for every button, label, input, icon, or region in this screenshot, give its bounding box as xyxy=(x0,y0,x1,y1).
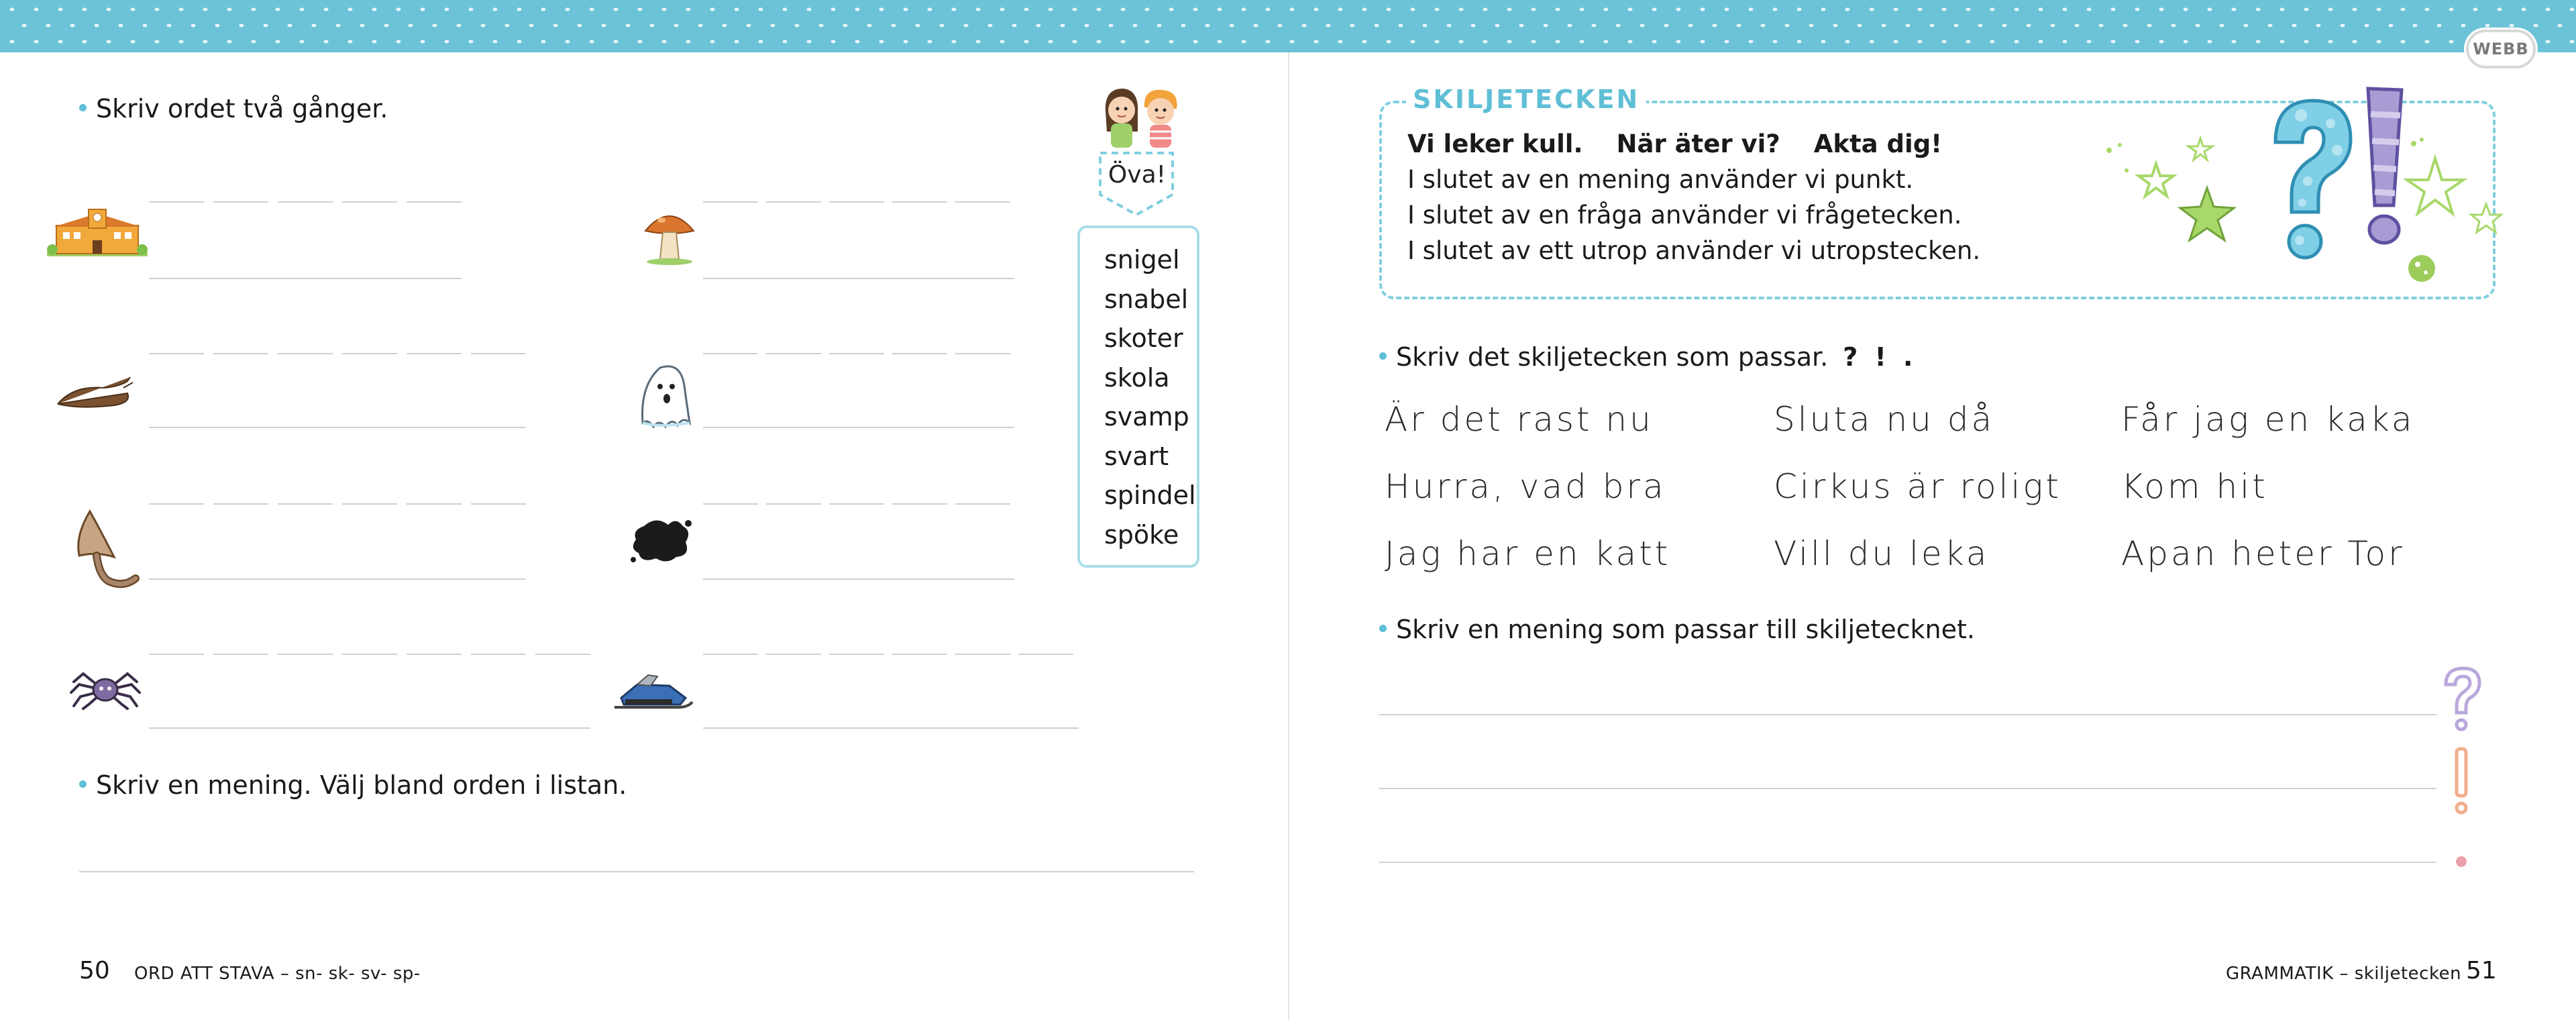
page-gutter xyxy=(1288,52,1289,1020)
children-picture xyxy=(1100,85,1182,149)
sentence-item[interactable]: Vill du leka xyxy=(1774,534,1990,573)
elephant-trunk-picture xyxy=(70,509,144,591)
exclamation-mark-end-icon xyxy=(2457,749,2466,813)
word-list-item: svamp xyxy=(1104,402,1189,431)
answer-line-exclamation[interactable] xyxy=(1379,788,2436,789)
example-question: När äter vi? xyxy=(1616,130,1780,158)
question-mark-icon xyxy=(2275,101,2351,258)
ova-label: Öva! xyxy=(1108,161,1167,189)
top-band xyxy=(0,0,2576,52)
rule-question: I slutet av en fråga använder vi frågetecken. xyxy=(1407,201,1962,230)
sentence-item[interactable]: Apan heter Tor xyxy=(2121,534,2405,573)
word-list-item: spindel xyxy=(1104,480,1196,510)
answer-line-period[interactable] xyxy=(1379,862,2436,863)
word-list-item: skoter xyxy=(1104,323,1183,353)
sentence-item[interactable]: Jag har en katt xyxy=(1385,534,1671,573)
rule-exclamation: I slutet av ett utrop använder vi utropstecken. xyxy=(1407,236,1981,265)
punctuation-end-marks xyxy=(2439,664,2486,872)
page-number-right: 51 xyxy=(2466,957,2497,984)
slug-picture xyxy=(54,373,137,411)
sentence-answer-line[interactable] xyxy=(79,871,1194,872)
instruction-text: Skriv det skiljetecken som passar. xyxy=(1396,342,1829,372)
webb-badge[interactable] xyxy=(2466,30,2536,68)
instruction-write-twice xyxy=(79,94,388,123)
instruction-text: Skriv ordet två gånger. xyxy=(96,94,388,123)
info-box-content xyxy=(1407,126,1980,268)
sentence-item[interactable]: Cirkus är roligt xyxy=(1774,467,2061,506)
word-list-item: spöke xyxy=(1104,519,1179,550)
punctuation-marks-hint: ? ! . xyxy=(1843,342,1917,372)
footer-left: ORD ATT STAVA – sn- sk- sv- sp- xyxy=(134,964,421,984)
word-list-item: snigel xyxy=(1104,245,1180,274)
star-icon xyxy=(2180,188,2234,240)
word-list xyxy=(1077,225,1199,568)
school-picture xyxy=(47,205,148,260)
instruction-text: Skriv en mening som passar till skiljetecknet. xyxy=(1396,615,1975,644)
word-list-item: skola xyxy=(1104,362,1170,393)
punctuation-decoration xyxy=(2086,81,2509,302)
question-mark-end-icon xyxy=(2446,668,2479,729)
sentence-item[interactable]: Är det rast nu xyxy=(1385,400,1654,439)
ghost-picture xyxy=(633,358,694,432)
example-statement: Vi leker kull. xyxy=(1407,130,1583,158)
spider-picture xyxy=(70,664,141,710)
word-list-item: svart xyxy=(1104,441,1169,471)
page-number-left: 50 xyxy=(79,957,110,984)
rule-period: I slutet av en mening använder vi punkt. xyxy=(1407,165,1914,194)
period-end-icon xyxy=(2456,856,2467,867)
info-box-title: SKILJETECKEN xyxy=(1406,85,1646,114)
bullet-icon xyxy=(1379,625,1387,632)
sentence-item[interactable]: Får jag en kaka xyxy=(2121,400,2415,439)
sentence-item[interactable]: Kom hit xyxy=(2121,467,2268,506)
instruction-text: Skriv en mening. Välj bland orden i listan. xyxy=(96,770,627,800)
word-list-item: snabel xyxy=(1104,284,1189,314)
instruction-punctuation xyxy=(1379,342,1917,372)
black-blot-picture xyxy=(629,514,694,566)
exclamation-mark-icon xyxy=(2368,89,2402,243)
sentence-item[interactable]: Hurra, vad bra xyxy=(1385,467,1666,506)
answer-line-question[interactable] xyxy=(1379,714,2436,715)
sentence-item[interactable]: Sluta nu då xyxy=(1774,400,1995,439)
bullet-icon xyxy=(79,780,87,788)
example-exclamation: Akta dig! xyxy=(1813,130,1943,158)
mushroom-picture xyxy=(641,205,698,267)
dotted-pattern xyxy=(0,0,2576,52)
instruction-write-sentence xyxy=(79,770,627,800)
bullet-icon xyxy=(1379,352,1387,360)
webb-label: WEBB xyxy=(2473,40,2529,58)
info-examples xyxy=(1407,126,1980,162)
snowmobile-picture xyxy=(610,671,698,715)
footer-right: GRAMMATIK – skiljetecken xyxy=(2226,964,2462,984)
bullet-icon xyxy=(79,104,87,111)
instruction-sentence-for-mark xyxy=(1379,615,1975,644)
